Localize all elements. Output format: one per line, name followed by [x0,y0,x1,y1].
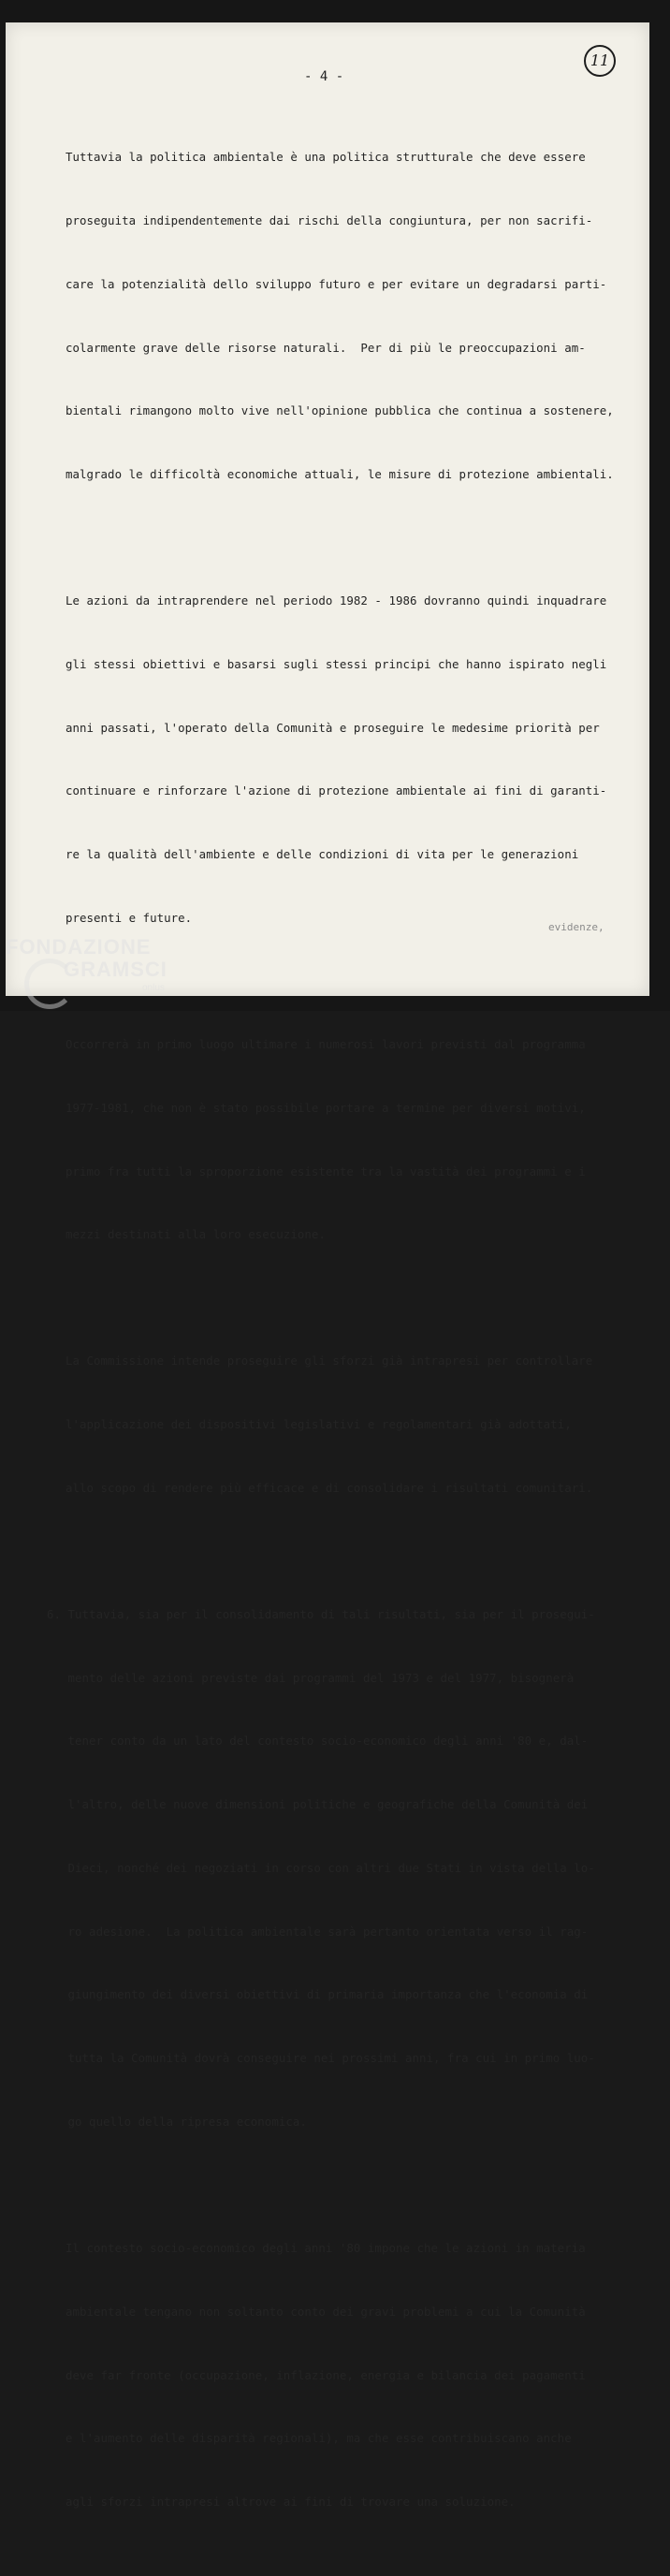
text-line: tutta la Comunità dovrà conseguire nei prossimi anni, fra cui in primo luo- [47,2051,595,2066]
paragraph-4 [66,1309,608,1542]
text-line: tener conto da un lato del contesto socio-economico degli anni '80 e, dal- [47,1734,589,1749]
document-body [47,105,614,2576]
text-line: bientali rimangono molto vive nell'opinione pubblica che continua a sostenere, [66,403,614,418]
text-line: re la qualità dell'ambiente e delle condizioni di vita per le generazioni [66,847,579,862]
text-line: primo fra tutti la sproporzione esistente tra la vastità dei programmi e i [66,1164,586,1178]
bleed-through-text: evidenze, [548,921,604,933]
text-line: proseguita indipendentemente dai rischi della congiuntura, per non sacrifi- [66,212,593,227]
text-line: malgrado le difficoltà economiche attuali, le misure di protezione ambientali. [66,467,614,482]
text-line: presenti e future. [66,910,193,925]
paragraph-6-numbered [47,1562,608,2175]
paragraph-1 [66,105,614,528]
paragraph-3 [66,992,608,1288]
paragraph-2 [66,549,608,972]
text-line: colarmente grave delle risorse naturali. Per di più le preoccupazioni am- [66,340,586,355]
text-line: giungimento dei diversi obiettivi di primaria importanza che l'economia di [47,1987,589,2002]
text-line: gli stessi obiettivi e basarsi sugli stessi principi che hanno ispirato negli [66,656,607,671]
text-line: 1977-1981, che non è stato possibile portare a termine per diversi motivi, [66,1100,586,1115]
text-line: 6. Tuttavia, sia per il consolidamento di tali risultati, sia per il prosegui- [47,1606,595,1621]
text-line: go quello della ripresa economica. [47,2115,307,2130]
text-line: ro adesione. La politica ambientale sarà pertanto orientata verso il rag- [47,1924,589,1939]
text-line: l'applicazione dei dispositivi legislativi e regolamentari già adottati, [66,1417,572,1432]
text-line: deve far fronte (occupazione, inflazione, energia e bilancia dei pagamenti [66,2367,586,2382]
text-line: l'altro, delle nuove dimensioni politiche e geografiche della Comunità dei [47,1797,589,1812]
text-line: e l'aumento delle disparità regionali), ma che esse contribuiscano anche [66,2431,572,2446]
text-line: Occorrerà in primo luogo ultimare i numerosi lavori previsti dal programma [66,1036,586,1051]
text-line: care la potenzialità dello sviluppo futuro e per evitare un degradarsi parti- [66,276,607,291]
text-line: Tuttavia la politica ambientale è una politica strutturale che deve essere [66,150,586,165]
watermark-line-2: GRAMSCI [64,958,168,981]
archive-watermark [6,935,168,993]
watermark-line-3: onlus [142,983,165,993]
text-line: Le azioni da intraprendere nel periodo 1982 - 1986 dovranno quindi inquadrare [66,593,607,608]
text-line: ambientale tengano non soltanto conto dei gravi problemi a cui la Comunità [66,2304,586,2319]
text-line: Il contesto socio-economico degli anni '80 impone che le azioni in materia [66,2241,586,2255]
text-line: allo scopo di rendere più efficace e di consolidare i risultati comunitari. [66,1480,593,1495]
text-line: mezzi destinati alla loro esecuzione. [66,1227,326,1242]
paragraph-7 [66,2196,608,2555]
text-line: mento delle azioni previste dai programmi del 1973 e del 1977, bisognerà [47,1670,575,1685]
archive-number-circle: 11 [584,45,616,77]
page-number: - 4 - [304,69,344,84]
text-line: La Commissione intende proseguire gli sforzi già intrapresi per controllare [66,1354,593,1368]
text-line: Dieci, nonché dei negoziati in corso con altri due Stati in vista della lo- [47,1860,595,1875]
text-line: anni passati, l'operato della Comunità e proseguire le medesime priorità per [66,720,600,735]
watermark-line-1: FONDAZIONE [6,935,152,959]
text-line: continuare e rinforzare l'azione di protezione ambientale ai fini di garanti- [66,783,607,798]
text-line: agli sforzi intrapresi altrove ai fini di trovare una soluzione. [66,2495,516,2510]
